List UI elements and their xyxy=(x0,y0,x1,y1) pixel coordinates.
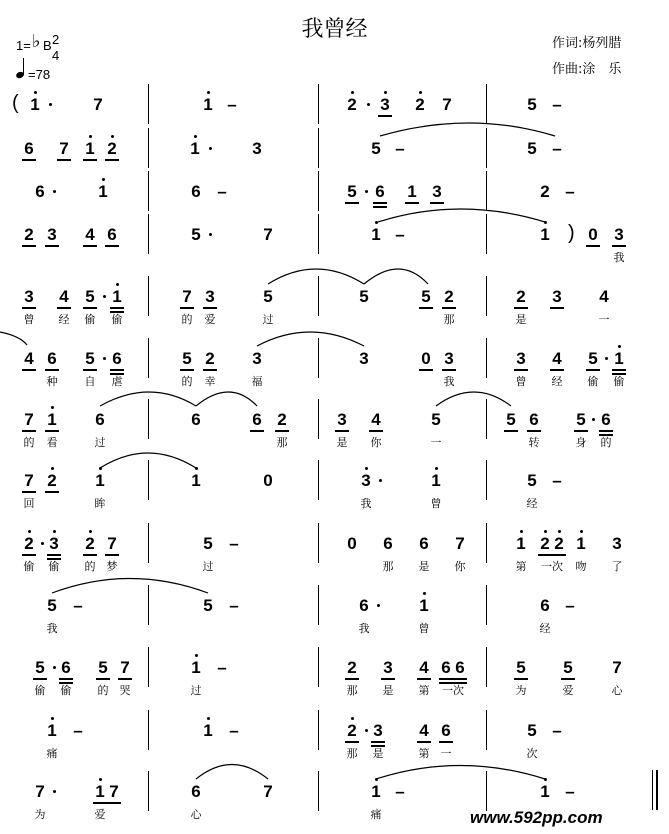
note: 5 xyxy=(527,471,537,490)
slur xyxy=(100,392,196,406)
note: 2 xyxy=(415,95,425,114)
hold-dash: – xyxy=(73,596,83,615)
lyric: 一 xyxy=(598,313,610,326)
note: 5 xyxy=(359,287,369,306)
note: 7 xyxy=(24,410,34,429)
lyric: 一次 xyxy=(541,560,563,573)
note: 3 xyxy=(252,139,262,158)
hold-dash: – xyxy=(565,596,575,615)
note: 5 xyxy=(506,410,516,429)
lyric: 我 xyxy=(358,622,370,635)
note: 2 xyxy=(107,139,117,158)
lyric: 经 xyxy=(551,375,563,388)
slur xyxy=(0,332,27,345)
time-signature-top: 2 xyxy=(52,32,60,47)
lyric: 一次 xyxy=(442,684,464,697)
slur xyxy=(196,392,257,406)
hold-dash: – xyxy=(217,182,227,201)
note: 3 xyxy=(612,534,622,553)
note: 5 xyxy=(588,349,598,368)
note: 1 xyxy=(203,721,213,740)
note: 6 xyxy=(24,139,34,158)
lyric: 我 xyxy=(443,375,455,388)
note: 6 xyxy=(252,410,262,429)
hold-dash: – xyxy=(217,658,227,677)
note: 3 xyxy=(361,471,371,490)
note: 2 xyxy=(347,721,357,740)
note: 6 xyxy=(95,410,105,429)
note: 2 xyxy=(540,182,550,201)
note: 3 xyxy=(432,182,442,201)
note: 1 xyxy=(95,471,105,490)
note: 6 xyxy=(191,182,201,201)
note: 1 xyxy=(98,182,108,201)
slur xyxy=(364,269,428,284)
note: 6 xyxy=(383,534,393,553)
note: 6 xyxy=(191,410,201,429)
note: 1 xyxy=(614,349,624,368)
note: 6 xyxy=(112,349,122,368)
lyric: 曾 xyxy=(418,622,430,635)
note: 1 xyxy=(47,410,57,429)
song-title: 我曾经 xyxy=(301,17,368,42)
lyric: 那 xyxy=(382,560,394,573)
lyric: 幸 xyxy=(204,375,216,388)
lyric: 看 xyxy=(46,436,58,449)
final-barline-thick xyxy=(656,770,658,810)
note: 3 xyxy=(373,721,383,740)
lyric: 曾 xyxy=(23,313,35,326)
note: 3 xyxy=(614,225,624,244)
note: 3 xyxy=(383,658,393,677)
lyric: 偷 xyxy=(60,684,72,697)
key-prefix: 1= xyxy=(16,38,31,53)
lyric: 偷 xyxy=(23,560,35,573)
slur xyxy=(376,766,545,780)
note: 6 xyxy=(47,349,57,368)
note: 5 xyxy=(516,658,526,677)
hold-dash: – xyxy=(552,721,562,740)
note: 5 xyxy=(421,287,431,306)
slur xyxy=(378,209,545,222)
lyric: 偷 xyxy=(613,375,625,388)
note: 6 xyxy=(61,658,71,677)
note: 7 xyxy=(24,471,34,490)
lyric: 那 xyxy=(276,436,288,449)
note: 1 xyxy=(30,95,40,114)
note: 1 xyxy=(540,782,550,801)
hold-dash: – xyxy=(565,182,575,201)
lyric: 吻 xyxy=(575,560,587,573)
lyric: 了 xyxy=(611,560,623,573)
note: 3 xyxy=(552,287,562,306)
key-note: B xyxy=(43,38,52,53)
lyric: 偷 xyxy=(84,313,96,326)
note: 6 xyxy=(191,782,201,801)
lyric: 经 xyxy=(58,313,70,326)
note: 6 xyxy=(601,410,611,429)
lyric: 我 xyxy=(46,622,58,635)
lyric: 爱 xyxy=(204,313,216,326)
note: 7 xyxy=(120,658,130,677)
lyric: 过 xyxy=(262,313,274,326)
note: 1 xyxy=(203,95,213,114)
hold-dash: – xyxy=(395,139,405,158)
note: 1 xyxy=(190,139,200,158)
lyric: 是 xyxy=(372,747,384,760)
lyric: 心 xyxy=(611,684,623,697)
note: 2 xyxy=(347,658,357,677)
note: 7 xyxy=(35,782,45,801)
lyric: 曾 xyxy=(515,375,527,388)
lyric: 是 xyxy=(515,313,527,326)
note: 3 xyxy=(359,349,369,368)
note: 4 xyxy=(59,287,69,306)
note: 3 xyxy=(337,410,347,429)
lyric: 第 xyxy=(418,684,430,697)
note: 5 xyxy=(371,139,381,158)
note: 7 xyxy=(442,95,452,114)
note: 1 xyxy=(419,596,429,615)
hold-dash: – xyxy=(229,721,239,740)
slur xyxy=(100,453,196,468)
lyric: 第 xyxy=(418,747,430,760)
note: 4 xyxy=(24,349,34,368)
lyric: 为 xyxy=(34,808,46,821)
note: 7 xyxy=(455,534,465,553)
flat-sign: ♭ xyxy=(32,31,41,52)
final-barline-thin xyxy=(652,770,653,810)
lyric: 的 xyxy=(97,684,109,697)
note: 7 xyxy=(182,287,192,306)
note: 4 xyxy=(599,287,609,306)
note: 5 xyxy=(576,410,586,429)
note: 1 xyxy=(47,721,57,740)
note: 5 xyxy=(347,182,357,201)
lyric: 的 xyxy=(84,560,96,573)
note: 7 xyxy=(263,782,273,801)
note: 6 xyxy=(441,658,451,677)
note: 3 xyxy=(380,95,390,114)
note: 4 xyxy=(371,410,381,429)
note: 5 xyxy=(47,596,57,615)
note: 4 xyxy=(552,349,562,368)
lyric: 为 xyxy=(515,684,527,697)
note: 2 xyxy=(205,349,215,368)
note: 5 xyxy=(85,287,95,306)
slur xyxy=(196,765,268,780)
watermark: www.592pp.com xyxy=(470,808,603,827)
note: 7 xyxy=(107,534,117,553)
slur xyxy=(436,392,511,406)
lyric: 种 xyxy=(46,375,58,388)
lyric: 是 xyxy=(418,560,430,573)
lyric: 的 xyxy=(600,436,612,449)
note: 1 xyxy=(431,471,441,490)
note: 2 xyxy=(516,287,526,306)
note: 3 xyxy=(24,287,34,306)
lyric: 你 xyxy=(370,436,382,449)
lyric: 是 xyxy=(382,684,394,697)
note: 2 xyxy=(24,225,34,244)
note: 1 xyxy=(540,225,550,244)
hold-dash: – xyxy=(229,534,239,553)
lyric: 那 xyxy=(346,747,358,760)
note: 7 xyxy=(263,225,273,244)
lyric: 那 xyxy=(346,684,358,697)
slur xyxy=(380,123,555,136)
note: 3 xyxy=(49,534,59,553)
lyric: 经 xyxy=(526,497,538,510)
lyric: 经 xyxy=(539,622,551,635)
note: 5 xyxy=(35,658,45,677)
lyric: 偷 xyxy=(111,313,123,326)
note: 4 xyxy=(419,658,429,677)
lyric: 的 xyxy=(181,313,193,326)
lyricist-credit: 作词:杨列腊 xyxy=(552,36,622,51)
slur xyxy=(257,332,364,346)
lyric: 偷 xyxy=(587,375,599,388)
note: 5 xyxy=(563,658,573,677)
hold-dash: – xyxy=(565,782,575,801)
note: 5 xyxy=(191,225,201,244)
composer-credit: 作曲:涂 乐 xyxy=(552,62,622,77)
note: 5 xyxy=(98,658,108,677)
note: 7 xyxy=(109,782,119,801)
note: 3 xyxy=(444,349,454,368)
lyric: 心 xyxy=(190,808,202,821)
note: 4 xyxy=(85,225,95,244)
note: 1 xyxy=(85,139,95,158)
hold-dash: – xyxy=(73,721,83,740)
note: 6 xyxy=(455,658,465,677)
note: 6 xyxy=(375,182,385,201)
note: 7 xyxy=(59,139,69,158)
lyric: 自 xyxy=(84,375,96,388)
note: 2 xyxy=(85,534,95,553)
lyric: 我 xyxy=(360,497,372,510)
note: 0 xyxy=(421,349,431,368)
lyric: 第 xyxy=(515,560,527,573)
note: 5 xyxy=(85,349,95,368)
note: 6 xyxy=(441,721,451,740)
note: 6 xyxy=(419,534,429,553)
note: 3 xyxy=(516,349,526,368)
lyric: 一 xyxy=(440,747,452,760)
lyric: 过 xyxy=(202,560,214,573)
note: 1 xyxy=(576,534,586,553)
lyric: 爱 xyxy=(94,808,106,821)
note: 3 xyxy=(252,349,262,368)
note: 1 xyxy=(371,225,381,244)
lyric: 次 xyxy=(526,747,538,760)
note: 3 xyxy=(47,225,57,244)
lyric: 身 xyxy=(575,436,587,449)
lyric: 过 xyxy=(94,436,106,449)
note: 1 xyxy=(371,782,381,801)
note: 2 xyxy=(277,410,287,429)
note: 0 xyxy=(588,225,598,244)
note: 2 xyxy=(540,534,550,553)
note: 3 xyxy=(205,287,215,306)
lyric: 痛 xyxy=(370,808,382,821)
lyric: 那 xyxy=(443,313,455,326)
lyric: 的 xyxy=(181,375,193,388)
repeat-open-paren: ( xyxy=(12,92,19,114)
note: 2 xyxy=(444,287,454,306)
lyric: 回 xyxy=(23,497,35,510)
lyric: 一 xyxy=(430,436,442,449)
note: 1 xyxy=(191,658,201,677)
note: 5 xyxy=(431,410,441,429)
note: 2 xyxy=(24,534,34,553)
note: 5 xyxy=(182,349,192,368)
note: 1 xyxy=(407,182,417,201)
note: 5 xyxy=(203,596,213,615)
note: 1 xyxy=(191,471,201,490)
lyric: 痛 xyxy=(46,747,58,760)
lyric: 过 xyxy=(190,684,202,697)
hold-dash: – xyxy=(395,782,405,801)
note: 7 xyxy=(93,95,103,114)
note: 7 xyxy=(612,658,622,677)
lyric: 眸 xyxy=(94,497,106,510)
note: 5 xyxy=(527,721,537,740)
repeat-close-paren: ) xyxy=(568,222,575,244)
note: 6 xyxy=(359,596,369,615)
note: 0 xyxy=(263,471,273,490)
hold-dash: – xyxy=(227,95,237,114)
time-signature-bottom: 4 xyxy=(52,48,60,63)
note: 0 xyxy=(347,534,357,553)
note: 6 xyxy=(107,225,117,244)
note: 6 xyxy=(35,182,45,201)
lyric: 是 xyxy=(336,436,348,449)
note: 1 xyxy=(516,534,526,553)
note: 2 xyxy=(554,534,564,553)
hold-dash: – xyxy=(395,225,405,244)
hold-dash: – xyxy=(552,471,562,490)
lyric: 哭 xyxy=(119,684,131,697)
lyric: 爱 xyxy=(562,684,574,697)
tempo-marking: =78 xyxy=(28,67,51,82)
lyric: 偷 xyxy=(34,684,46,697)
hold-dash: – xyxy=(552,95,562,114)
lyric: 我 xyxy=(613,251,625,264)
note: 2 xyxy=(347,95,357,114)
hold-dash: – xyxy=(229,596,239,615)
note: 5 xyxy=(527,139,537,158)
slur xyxy=(268,269,364,284)
note: 1 xyxy=(112,287,122,306)
slur xyxy=(52,579,208,594)
hold-dash: – xyxy=(552,139,562,158)
note: 6 xyxy=(540,596,550,615)
lyric: 曾 xyxy=(430,497,442,510)
lyric: 转 xyxy=(528,436,540,449)
note: 5 xyxy=(203,534,213,553)
note: 5 xyxy=(263,287,273,306)
note: 4 xyxy=(419,721,429,740)
lyric: 你 xyxy=(454,560,466,573)
note: 2 xyxy=(47,471,57,490)
lyric: 梦 xyxy=(106,560,118,573)
note: 1 xyxy=(95,782,105,801)
lyric: 虐 xyxy=(111,375,123,388)
lyric: 偷 xyxy=(48,560,60,573)
note: 5 xyxy=(527,95,537,114)
lyric: 的 xyxy=(23,436,35,449)
note: 6 xyxy=(529,410,539,429)
lyric: 福 xyxy=(251,375,263,388)
